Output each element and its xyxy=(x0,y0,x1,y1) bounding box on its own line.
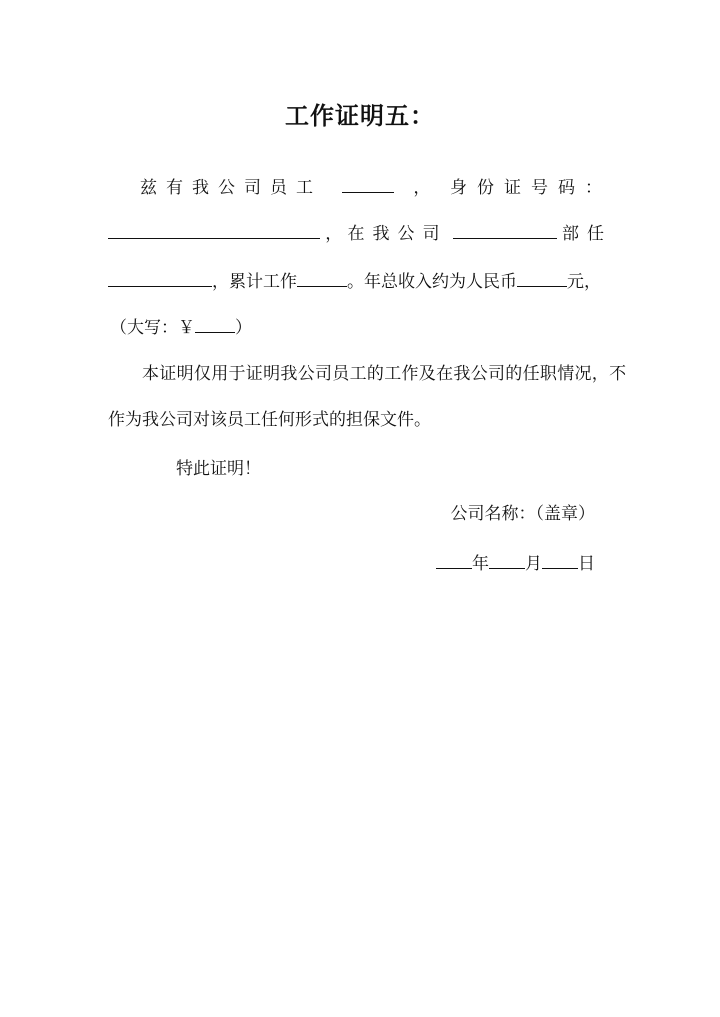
month-blank[interactable] xyxy=(489,548,525,569)
id-number-label: 身份证号码： xyxy=(449,178,612,198)
income-amount-blank[interactable] xyxy=(517,266,567,287)
post-text: 部任 xyxy=(562,224,612,244)
company-name-seal: 公司名称：（盖章） xyxy=(450,504,595,524)
day-text: 日 xyxy=(578,554,595,574)
day-blank[interactable] xyxy=(542,548,578,569)
position-blank[interactable] xyxy=(108,266,212,287)
capital-amount-line xyxy=(110,312,614,342)
company-text: 在我公司 xyxy=(347,224,448,244)
department-blank[interactable] xyxy=(453,218,557,239)
work-duration-blank[interactable] xyxy=(297,266,347,287)
work-total-text: 累计工作 xyxy=(229,272,297,292)
date-line xyxy=(380,548,595,578)
yuan-text: 元， xyxy=(567,272,601,292)
month-text: 月 xyxy=(525,554,542,574)
certify-text: 特此证明！ xyxy=(176,459,261,479)
comma-text: ， xyxy=(413,178,431,198)
year-blank[interactable] xyxy=(436,548,472,569)
employee-name-blank[interactable] xyxy=(342,172,394,193)
income-line xyxy=(108,266,612,296)
department-line xyxy=(108,218,612,248)
purpose-text-1: 本证明仅用于证明我公司员工的工作及在我公司的任职情况，不 xyxy=(142,364,627,384)
id-number-blank[interactable] xyxy=(108,218,320,239)
capital-amount-open: （大写：￥ xyxy=(110,318,195,338)
capital-amount-close: ） xyxy=(235,318,252,338)
employee-line xyxy=(108,172,612,202)
income-text: 。年总收入约为人民币 xyxy=(347,272,517,292)
comma-text: ， xyxy=(325,224,343,244)
purpose-text-2: 作为我公司对该员工任何形式的担保文件。 xyxy=(108,410,431,430)
capital-amount-blank[interactable] xyxy=(195,312,235,333)
comma-text: ， xyxy=(212,272,229,292)
document-title: 工作证明五： xyxy=(285,102,435,130)
employee-intro-text: 兹有我公司员工 xyxy=(140,178,322,198)
year-text: 年 xyxy=(472,554,489,574)
